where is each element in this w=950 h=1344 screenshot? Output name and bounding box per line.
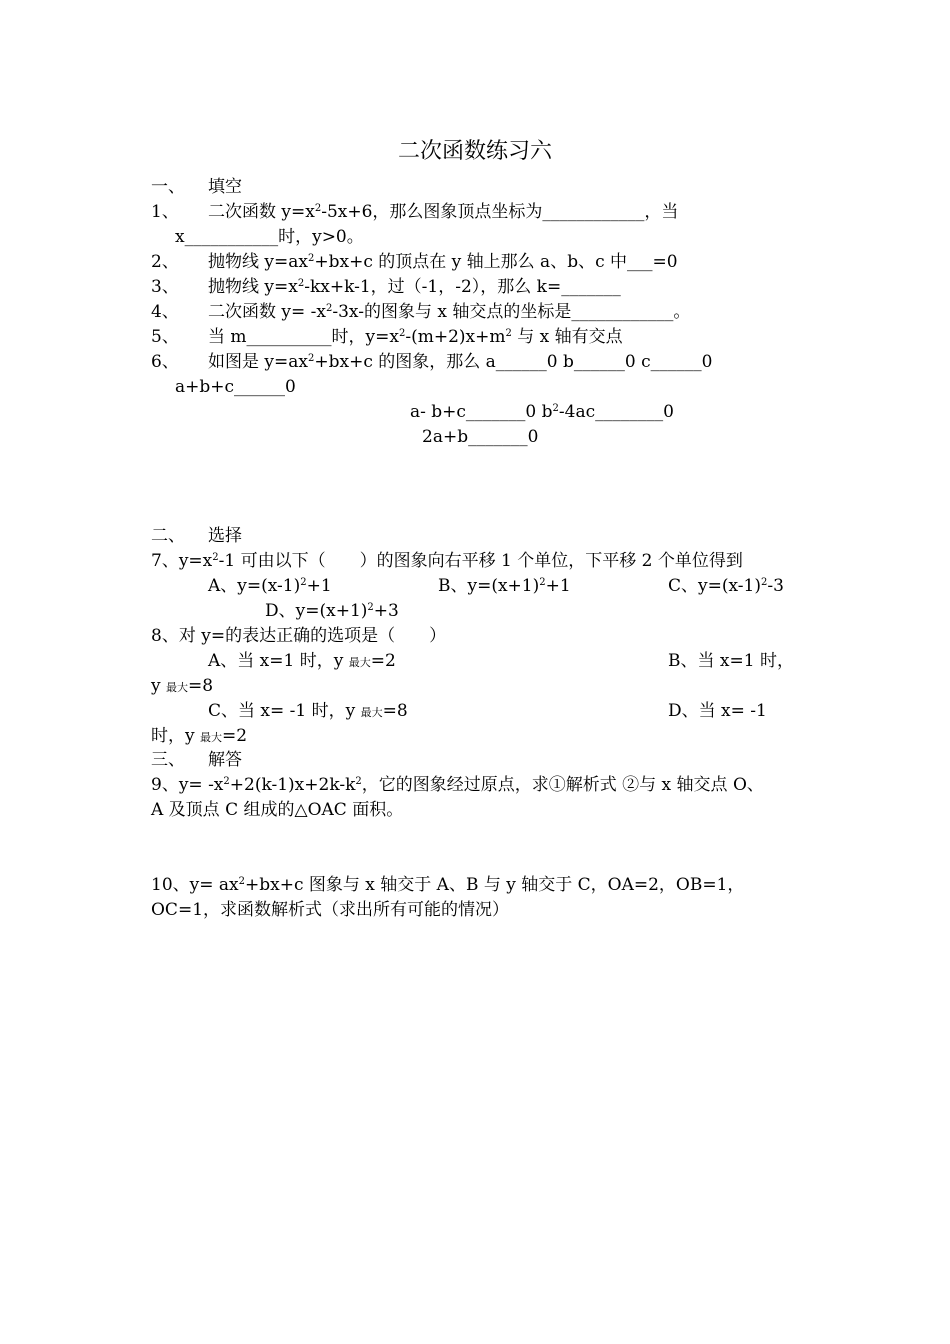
question-8-option-a: A、当 x=1 时，y 最大=2 [208, 651, 396, 671]
question-1-line-2: x___________时，y>0。 [175, 227, 364, 247]
question-10-line-2: OC=1，求函数解析式（求出所有可能的情况） [151, 900, 510, 920]
question-6-line-4: 2a+b_______0 [422, 427, 539, 447]
question-6: 6、 如图是 $y=ax^2+bx+c$ 的图象，那么 a______0 b______0 c______0 [151, 352, 713, 372]
question-9: 9、$y= -x^2+2(k-1)x+2k-k^2$，它的图象经过原点，求①解析式 ②与 x 轴交点 O、 [151, 775, 764, 795]
question-9-line-2: A 及顶点 C 组成的△OAC 面积。 [151, 800, 404, 820]
question-8-option-b: B、当 x=1 时， [668, 651, 794, 671]
section-3-heading: 三、 解答 [151, 750, 242, 770]
question-4: 4、 二次函数 $y= -x^2-3x-$的图象与 x 轴交点的坐标是____________。 [151, 302, 691, 322]
question-7-option-a: A、$y=(x-1)^2+1$ [208, 576, 332, 596]
question-1: 1、 二次函数 $y=x^2-5x+6$，那么图象顶点坐标为____________，当 [151, 202, 679, 222]
question-5: 5、 当 m__________时，$y=x^2-(m+2)x+m^2$ 与 x 轴有交点 [151, 327, 623, 347]
question-3: 3、 抛物线 $y=x^2-kx+k-1$，过（-1，-2），那么 k=_______ [151, 277, 621, 297]
question-2: 2、 抛物线 $y=ax^2+bx+c$ 的顶点在 y 轴上那么 a、b、c 中___=0 [151, 252, 678, 272]
section-2-heading: 二、 选择 [151, 526, 242, 546]
page-title: 二次函数练习六 [397, 139, 552, 164]
question-7: 7、$y=x^2-1$ 可由以下（ ）的图象向右平移 1 个单位，下平移 2 个单位得到 [151, 551, 743, 571]
question-6-line-2: a+b+c______0 [175, 377, 296, 397]
question-8-option-c: C、当 x= -1 时，y 最大=8 [208, 701, 408, 721]
question-10: 10、$y= ax^2+bx+c$ 图象与 x 轴交于 A、B 与 y 轴交于 C，OA=2，OB=1， [151, 875, 745, 895]
question-6-line-3: a- b+c_______0 $b^2-4ac\_\_\_\_\_\_\_\_0$ [410, 402, 674, 422]
question-8-option-d: D、当 x= -1 [668, 701, 767, 721]
question-7-option-c: C、$y=(x-1)^2-3$ [668, 576, 784, 596]
question-7-option-d: D、$y=(x+1)^2+3$ [265, 601, 399, 621]
question-8-option-d-line-2: 时，y 最大=2 [151, 726, 248, 746]
question-8: 8、对 y=的表达正确的选项是（ ） [151, 626, 447, 646]
question-8-option-b-line-2: y 最大=8 [151, 676, 214, 696]
section-1-heading: 一、 填空 [151, 177, 242, 197]
question-7-option-b: B、$y=(x+1)^2+1$ [438, 576, 571, 596]
